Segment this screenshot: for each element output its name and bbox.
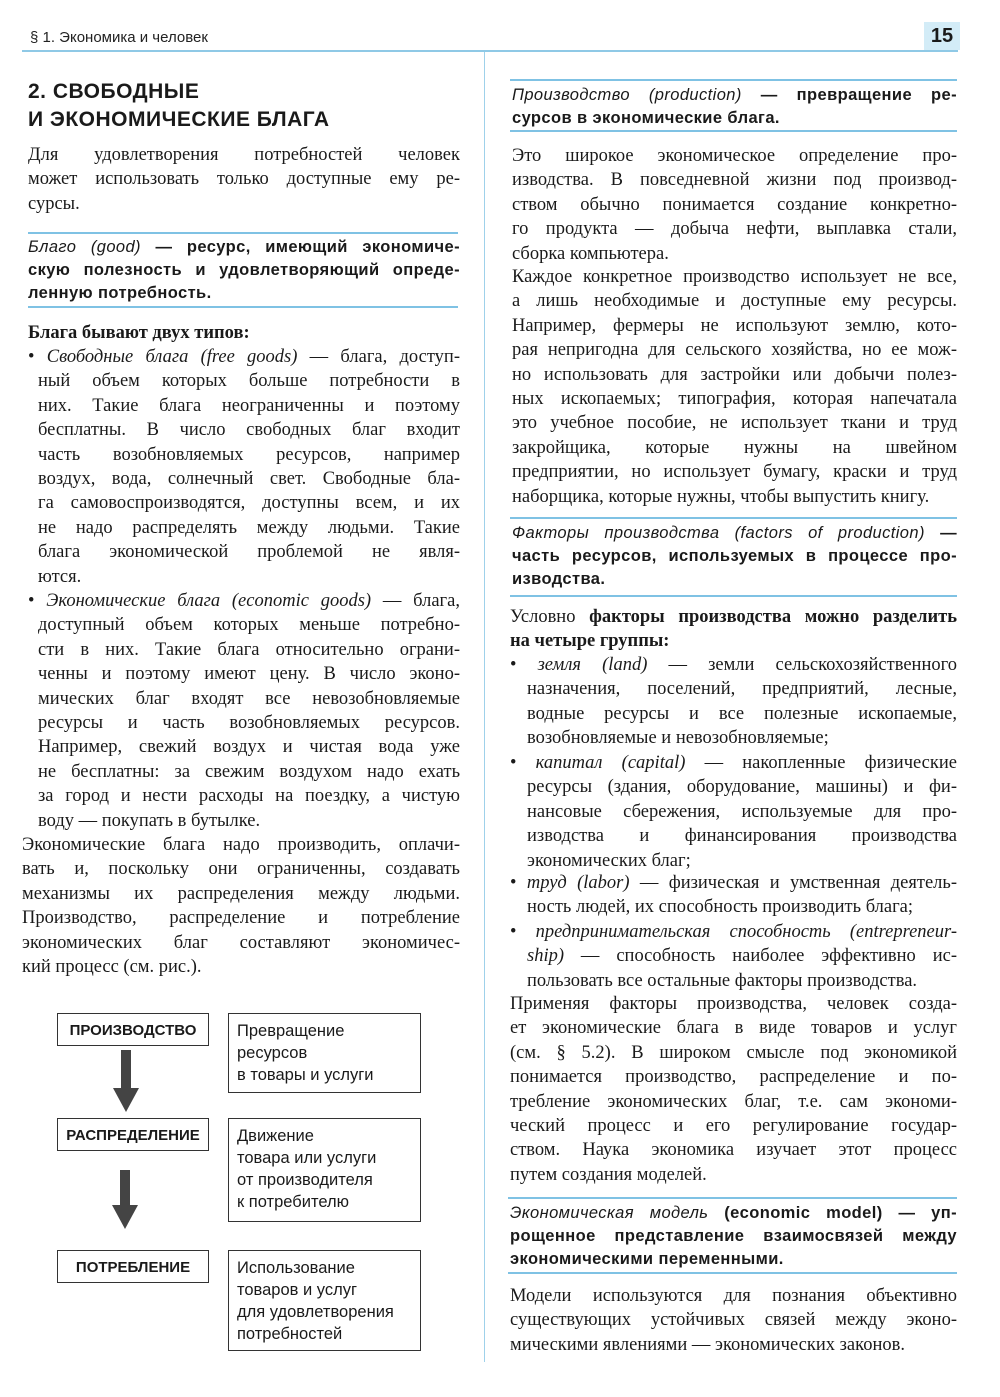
definition-rule-top xyxy=(510,517,957,519)
text-line: предприятии, но использует бумагу, краски и труд xyxy=(512,462,957,483)
header-rule xyxy=(22,50,958,52)
text-segment: • xyxy=(510,753,536,773)
text-line: может использовать только доступные ему ре- xyxy=(28,169,460,190)
text-line: экономических благ; xyxy=(527,850,691,871)
text-line: ность людей, их способность производить блага; xyxy=(527,897,914,918)
term-italic: труд (labor) xyxy=(526,873,630,893)
text-segment: • xyxy=(28,591,47,611)
intro-paragraph xyxy=(28,143,460,216)
description-line: потребностей xyxy=(237,1325,343,1343)
column-divider xyxy=(484,52,485,1362)
paragraph-broad-definition xyxy=(512,144,957,266)
definition-rule-top xyxy=(510,79,957,81)
description-line: к потребителю xyxy=(237,1193,349,1211)
text-line: кий процесс (см. рис.). xyxy=(22,956,202,977)
text-segment: — земли сельскохозяйственного xyxy=(647,655,957,675)
text-line: водные ресурсы и все полезные ископаемые, xyxy=(527,703,957,724)
paragraph-models xyxy=(510,1284,957,1357)
definition-production xyxy=(512,84,957,130)
bullet-economic-goods xyxy=(28,589,460,833)
text-line: пользовать все остальные факторы производства. xyxy=(527,970,918,991)
text-line xyxy=(28,236,460,259)
text-segment: — ресурс, имеющий экономиче- xyxy=(140,238,461,256)
definition-rule-bottom xyxy=(28,306,458,308)
text-line: Например, фермеры не используют землю, кото- xyxy=(512,315,957,336)
text-line: рощенное представление взаимосвязей между xyxy=(510,1227,957,1245)
section-title-line: 2. СВОБОДНЫЕ xyxy=(28,80,200,103)
text-line xyxy=(510,871,957,895)
text-line: ством. Наука экономика изучает этот процесс xyxy=(510,1140,957,1161)
description-line: ресурсов xyxy=(237,1044,308,1062)
text-line: го продукта — добыча нефти, выплавка стали, xyxy=(512,219,957,240)
bullet-entrepreneurship xyxy=(510,920,957,993)
section-title xyxy=(28,78,330,134)
description-line: от производителя xyxy=(237,1171,373,1189)
text-line: ются. xyxy=(38,566,82,587)
text-line: скую полезность и удовлетворяющий опреде- xyxy=(28,261,460,279)
text-segment: — блага, доступ- xyxy=(297,347,460,367)
text-line xyxy=(510,629,957,653)
stage-distribution-description xyxy=(228,1118,421,1222)
text-line: Для удовлетворения потребностей человек xyxy=(28,145,460,165)
text-segment: — превращение ре- xyxy=(741,86,957,104)
description-line: Движение xyxy=(237,1127,314,1145)
down-arrow-icon xyxy=(112,1170,138,1229)
text-line: Производство, распределение и потребление xyxy=(22,908,460,929)
text-line xyxy=(28,589,460,613)
text-line: блага экономической проблемой не явля- xyxy=(38,542,460,563)
process-paragraph xyxy=(22,833,460,979)
text-line: возобновляемые и невозобновляемые; xyxy=(527,728,829,749)
stage-consumption-description xyxy=(228,1250,421,1351)
text-line: понимается производство, распределение и по- xyxy=(510,1067,957,1088)
text-segment: — физическая и умственная деятель- xyxy=(629,873,958,893)
term-italic: Благо (good) xyxy=(28,238,141,256)
text-bold: на четыре группы: xyxy=(510,631,670,652)
stage-consumption: ПОТРЕБЛЕНИЕ xyxy=(57,1250,209,1283)
paragraph-applying-factors xyxy=(510,992,957,1187)
text-line xyxy=(510,605,957,629)
text-line: требление экономических благ, т.е. сам экономи- xyxy=(510,1091,957,1112)
text-line: а лишь необходимые и доступные ему ресурсы. xyxy=(512,291,957,312)
term-italic: Свободные блага (free goods) xyxy=(46,347,298,367)
text-line xyxy=(28,345,460,369)
text-segment: — xyxy=(924,524,957,542)
text-line: Модели используются для познания объективно xyxy=(510,1286,957,1306)
text-line: Например, свежий воздух и чистая вода уже xyxy=(38,737,460,758)
term-italic: капитал (capital) xyxy=(535,753,686,773)
text-line: назначения, поселений, предприятий, лесные, xyxy=(527,679,957,700)
text-segment: — способность наиболее эффективно ис- xyxy=(564,946,957,967)
stage-production: ПРОИЗВОДСТВО xyxy=(57,1013,209,1046)
section-title-line: И ЭКОНОМИЧЕСКИЕ БЛАГА xyxy=(28,108,330,131)
stage-production-description xyxy=(228,1013,421,1093)
bullet-free-goods xyxy=(28,345,460,589)
description-line: Использование xyxy=(237,1259,355,1277)
text-line: ет экономические блага в виде товаров и услуг xyxy=(510,1018,957,1039)
text-line: рая непригодна для сельского хозяйства, но ее мож- xyxy=(512,340,957,361)
text-line: ный объем которых больше потребности в xyxy=(38,371,460,392)
text-line xyxy=(510,1202,957,1225)
text-line: часть возобновляемых ресурсов, например xyxy=(38,444,460,465)
text-line: сти в них. Такие блага относительно ограни- xyxy=(38,639,460,660)
page-number: 15 xyxy=(924,22,960,50)
text-segment: • xyxy=(510,655,538,675)
term-italic: ship) xyxy=(527,946,564,967)
term-italic: Экономическая модель xyxy=(510,1204,709,1222)
description-line: Превращение xyxy=(237,1022,345,1040)
text-line: вать и, поскольку они ограниченны, создавать xyxy=(22,859,460,880)
text-line: закройщика, которые нужны на швейном xyxy=(512,437,957,458)
description-line: товара или услуги xyxy=(237,1149,377,1167)
text-line: воздух, вода, солнечный свет. Свободные бла- xyxy=(38,468,460,489)
text-line xyxy=(510,920,957,944)
text-line: изводства. xyxy=(512,570,606,588)
text-line: но использовать для застройки или добычи полез- xyxy=(512,364,957,385)
text-segment: Условно xyxy=(510,607,590,627)
term-italic: земля (land) xyxy=(537,655,648,675)
text-line: ных ископаемых; типография, которая напечатала xyxy=(512,388,957,409)
bullet-land xyxy=(510,653,957,751)
bullet-labor xyxy=(510,871,957,920)
text-line: существующих устойчивых связей между эконо- xyxy=(510,1310,957,1331)
text-segment: — блага, xyxy=(371,591,460,611)
down-arrow-icon xyxy=(113,1050,139,1112)
text-bold: факторы производства можно разделить xyxy=(589,607,957,627)
text-line: сборка компьютера. xyxy=(512,243,669,264)
text-line: Это широкое экономическое определение про- xyxy=(512,146,957,166)
text-line xyxy=(512,522,957,545)
definition-rule-top xyxy=(508,1197,957,1199)
definition-rule-bottom xyxy=(508,1272,957,1274)
text-line: Применяя факторы производства, человек созда- xyxy=(510,994,957,1014)
text-line xyxy=(512,84,957,107)
text-line: экономических благ составляют экономичес- xyxy=(22,932,460,953)
text-line: не надо распределять между людьми. Такие xyxy=(38,517,460,538)
text-segment: — накопленные физические xyxy=(685,753,957,773)
text-line: воду — покупать в бутылке. xyxy=(38,810,261,831)
text-line: ленную потребность. xyxy=(28,284,212,302)
text-line: га самовоспроизводятся, доступны всем, и их xyxy=(38,493,460,514)
definition-economic-model xyxy=(510,1202,957,1271)
definition-factors xyxy=(512,522,957,591)
text-segment: • xyxy=(28,347,47,367)
text-line: ресурсы и часть возобновляемых ресурсов. xyxy=(38,712,460,733)
definition-rule-bottom xyxy=(510,130,957,132)
definition-rule-top xyxy=(28,232,458,234)
text-line: бесплатны. В число свободных благ входит xyxy=(38,420,460,441)
text-line: наборщика, которые нужны, чтобы выпустить книгу. xyxy=(512,486,930,507)
text-line: механизмы их распределения между людьми. xyxy=(22,883,460,904)
term-italic: предпринимательская способность (entrepreneur- xyxy=(535,922,957,942)
definition-rule-bottom xyxy=(510,595,957,597)
text-bold: Блага бывают двух типов: xyxy=(28,323,250,343)
text-line: ресурсы (здания, оборудование, машины) и фи- xyxy=(527,777,957,798)
stage-distribution: РАСПРЕДЕЛЕНИЕ xyxy=(57,1118,209,1151)
text-line: ченны и поэтому имеют цену. В число эконо- xyxy=(38,664,460,685)
text-line: за город и нести расходы на поездку, а чистую xyxy=(38,786,460,807)
text-line: изводства и финансирования производства xyxy=(527,826,957,847)
text-line: сурсы. xyxy=(28,193,80,214)
text-line: ством обычно понимается создание конкретно- xyxy=(512,194,957,215)
text-line: них. Такие блага неограниченны и поэтому xyxy=(38,395,460,416)
text-line xyxy=(527,944,957,968)
text-line: сурсов в экономические блага. xyxy=(512,109,780,127)
types-heading xyxy=(28,321,460,345)
paragraph-specific-production xyxy=(512,265,957,509)
definition-good xyxy=(28,236,460,305)
text-line: мическими явлениями — экономических законов. xyxy=(510,1334,905,1355)
term-italic: Экономические блага (economic goods) xyxy=(46,591,372,611)
description-line: товаров и услуг xyxy=(237,1281,358,1299)
text-segment: • xyxy=(510,922,536,942)
text-line: это учебное пособие, не использует ткани и труд xyxy=(512,413,957,434)
text-line: доступный объем которых меньше потребно- xyxy=(38,615,460,636)
text-segment: (economic model) — уп- xyxy=(708,1204,957,1222)
factors-intro xyxy=(510,605,957,654)
term-italic: Факторы производства (factors of production) xyxy=(512,524,925,542)
text-line: Экономические блага надо производить, оплачи- xyxy=(22,835,460,855)
text-segment: • xyxy=(510,873,527,893)
text-line: (см. § 5.2). В широком смысле под экономикой xyxy=(510,1042,957,1063)
text-line: часть ресурсов, используемых в процессе про- xyxy=(512,547,957,565)
text-line xyxy=(28,321,460,345)
text-line: мических благ входят все невозобновляемые xyxy=(38,688,460,709)
bullet-capital xyxy=(510,751,957,873)
text-line: ческий процесс и его регулирование государ- xyxy=(510,1115,957,1136)
text-line: путем создания моделей. xyxy=(510,1164,707,1185)
text-line: нансовые сбережения, используемые для про- xyxy=(527,801,957,822)
description-line: для удовлетворения xyxy=(237,1303,394,1321)
text-line: не бесплатны: за свежим воздухом надо ехать xyxy=(38,761,460,782)
running-header-section: § 1. Экономика и человек xyxy=(30,29,208,46)
text-line: изводства. В повседневной жизни под производ- xyxy=(512,170,957,191)
text-line xyxy=(510,751,957,775)
description-line: в товары и услуги xyxy=(237,1066,374,1084)
text-line xyxy=(510,653,957,677)
term-italic: Производство (production) xyxy=(512,86,742,104)
text-line: экономическими переменными. xyxy=(510,1250,784,1268)
text-line: Каждое конкретное производство использует не все, xyxy=(512,267,957,287)
